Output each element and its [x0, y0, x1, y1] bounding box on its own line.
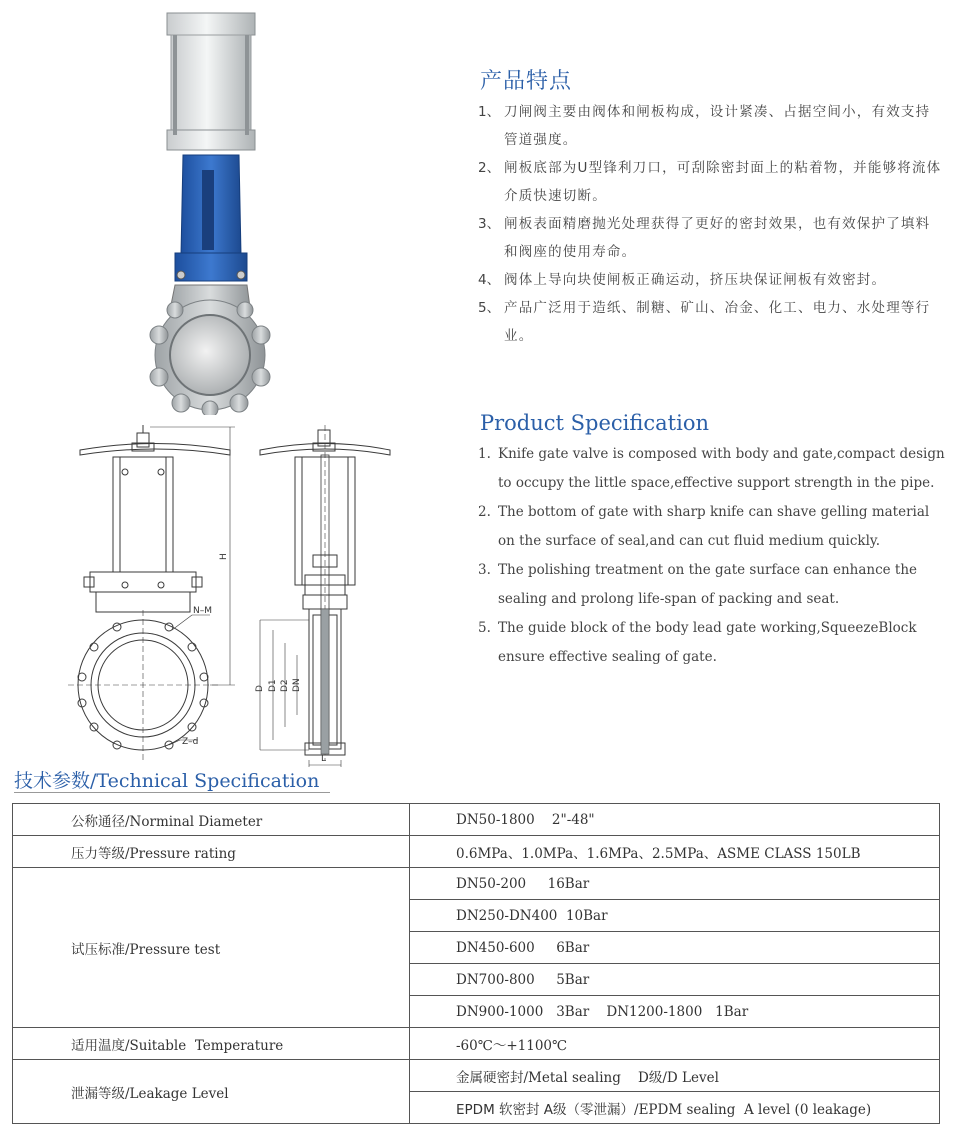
item-text: 闸板表面精磨抛光处理获得了更好的密封效果，也有效保护了填料和阀座的使用寿命。: [504, 216, 931, 260]
list-item: [478, 98, 944, 154]
list-item: [478, 294, 944, 350]
item-number: 3、: [478, 216, 501, 232]
table-row: [13, 836, 940, 868]
label-en: /Leakage Level: [125, 1085, 229, 1102]
list-item: [478, 210, 944, 266]
item-number: 1、: [478, 104, 501, 120]
value-en: /Metal sealing D级/D Level: [523, 1069, 719, 1086]
features-en-title: Product Specification: [480, 411, 710, 435]
table-row: [13, 868, 940, 900]
table-row: [13, 1028, 940, 1060]
value-cn: EPDM 软密封 A级（零泄漏）: [456, 1101, 635, 1118]
front-view-drawing: [60, 415, 260, 760]
item-number: 3.: [478, 562, 491, 578]
tech-title-cn: 技术参数: [14, 770, 91, 792]
list-item: [478, 498, 948, 556]
label-en: /Pressure test: [125, 941, 221, 958]
list-item: [478, 440, 948, 498]
list-item: [478, 266, 944, 294]
table-row: [13, 1060, 940, 1092]
row-value: DN50-1800 2"-48": [410, 804, 940, 836]
value-en: /EPDM sealing A level (0 leakage): [634, 1101, 872, 1118]
features-en-list: [478, 440, 948, 672]
label-h: H: [219, 553, 229, 560]
list-item: [478, 154, 944, 210]
row-value: -60℃～+1100℃: [410, 1028, 940, 1060]
row-value: DN900-1000 3Bar DN1200-1800 1Bar: [410, 996, 940, 1028]
row-label: [13, 1060, 410, 1124]
features-cn-list: [478, 98, 944, 350]
label-en: /Norminal Diameter: [125, 813, 263, 830]
label-l: L: [321, 754, 327, 764]
tech-title-en: /Technical Specification: [90, 770, 320, 792]
item-number: 5.: [478, 620, 491, 636]
item-number: 2、: [478, 160, 501, 176]
list-item: [478, 614, 948, 672]
label-zd: Z–d: [182, 737, 199, 747]
row-value: 0.6MPa、1.0MPa、1.6MPa、2.5MPa、ASME CLASS 150LB: [410, 836, 940, 868]
item-number: 2.: [478, 504, 491, 520]
item-number: 5、: [478, 300, 501, 316]
label-cn: 试压标准: [71, 941, 125, 958]
item-text: 刀闸阀主要由阀体和闸板构成，设计紧凑、占据空间小，有效支持管道强度。: [504, 104, 931, 148]
item-number: 4、: [478, 272, 501, 288]
list-item: [478, 556, 948, 614]
label-cn: 适用温度: [71, 1037, 125, 1054]
label-d1: D1: [268, 679, 278, 692]
item-text: The polishing treatment on the gate surface can enhance the sealing and prolong life-span of packing and seat.: [498, 562, 918, 607]
value-cn: 金属硬密封: [456, 1069, 524, 1086]
title-divider: [14, 792, 330, 793]
item-text: 闸板底部为U型锋利刀口，可刮除密封面上的粘着物，并能够将流体介质快速切断。: [504, 160, 942, 204]
item-number: 1.: [478, 446, 491, 462]
label-cn: 泄漏等级: [71, 1085, 125, 1102]
valve-photo: [145, 5, 275, 415]
spec-table: [12, 803, 940, 1124]
side-view-drawing: [245, 415, 405, 770]
label-d2: D2: [280, 679, 290, 692]
label-dn: DN: [292, 678, 302, 692]
tech-spec-title: [14, 766, 319, 793]
label-nm: N–M: [193, 606, 212, 616]
item-text: 产品广泛用于造纸、制糖、矿山、冶金、化工、电力、水处理等行业。: [504, 300, 931, 344]
row-value: DN450-600 6Bar: [410, 932, 940, 964]
item-text: The guide block of the body lead gate working,SqueezeBlock ensure effective sealing of gate.: [498, 620, 917, 665]
row-label: [13, 804, 410, 836]
label-cn: 公称通径: [71, 813, 125, 830]
row-value: [410, 1092, 940, 1124]
label-cn: 压力等级: [71, 845, 125, 862]
row-value: DN700-800 5Bar: [410, 964, 940, 996]
item-text: The bottom of gate with sharp knife can shave gelling material on the surface of seal,and can cut fluid medium quickly.: [498, 504, 930, 549]
item-text: Knife gate valve is composed with body and gate,compact design to occupy the little space,effective support strength in the pipe.: [498, 446, 945, 491]
row-value: DN50-200 16Bar: [410, 868, 940, 900]
row-label: [13, 836, 410, 868]
table-row: [13, 804, 940, 836]
row-label: [13, 868, 410, 1028]
label-d: D: [255, 685, 265, 692]
features-cn-title: 产品特点: [480, 69, 573, 94]
row-label: [13, 1028, 410, 1060]
item-text: 阀体上导向块使闸板正确运动，挤压块保证闸板有效密封。: [504, 272, 887, 288]
row-value: [410, 1060, 940, 1092]
label-en: /Suitable Temperature: [125, 1037, 284, 1054]
label-en: /Pressure rating: [125, 845, 236, 862]
row-value: DN250-DN400 10Bar: [410, 900, 940, 932]
